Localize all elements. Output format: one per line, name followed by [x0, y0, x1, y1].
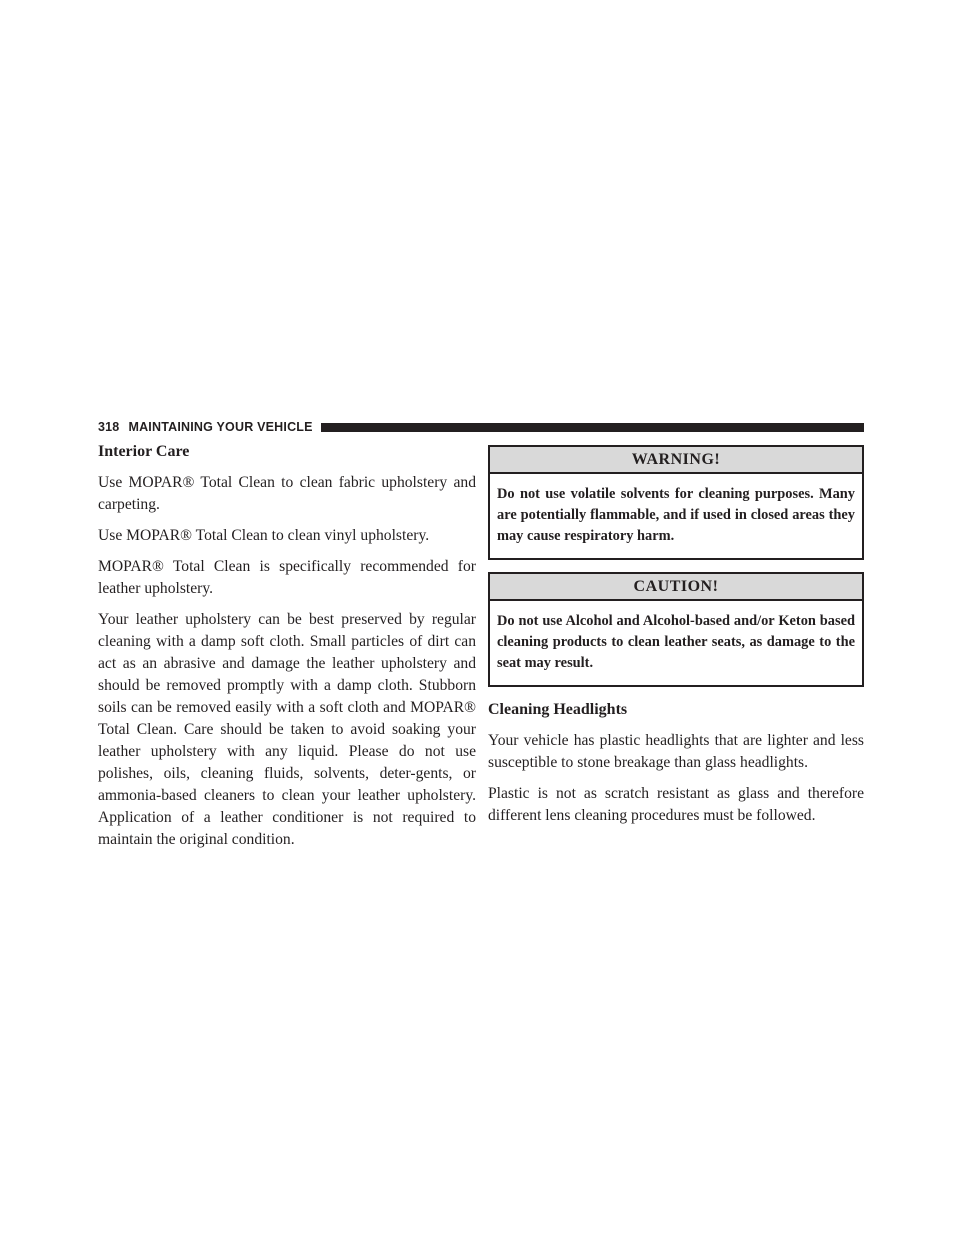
- paragraph-leather-recommend: MOPAR® Total Clean is specifically recommended for leather upholstery.: [98, 558, 476, 597]
- warning-box: [488, 445, 864, 560]
- warning-text: Do not use volatile solvents for cleaning purposes. Many are potentially flammable, and if used in closed areas they may cause respiratory harm.: [497, 486, 855, 544]
- page-header: [98, 419, 864, 435]
- interior-care-heading: Interior Care: [98, 443, 190, 460]
- paragraph-plastic-headlights: Your vehicle has plastic headlights that are lighter and less susceptible to stone breakage than glass headlights.: [488, 732, 864, 771]
- cleaning-headlights-heading: Cleaning Headlights: [488, 701, 628, 718]
- right-column: [488, 441, 864, 836]
- warning-title: WARNING!: [490, 447, 862, 474]
- caution-box: [488, 572, 864, 687]
- caution-text: Do not use Alcohol and Alcohol-based and/or Keton based cleaning products to clean leather seats, as damage to the seat may result.: [497, 613, 855, 671]
- header-rule: [321, 423, 864, 432]
- left-column: [98, 441, 476, 860]
- page-number: 318: [98, 420, 120, 434]
- caution-title: CAUTION!: [490, 574, 862, 601]
- paragraph-fabric: Use MOPAR® Total Clean to clean fabric upholstery and carpeting.: [98, 474, 476, 513]
- paragraph-leather-care: Your leather upholstery can be best preserved by regular cleaning with a damp soft cloth. Small particles of dirt can act as an abrasive and damage the leather upholstery and should be removed promptly with a damp cloth. Stubborn soils can be removed easily with a soft cloth and MOPAR® Total Clean. Care should be taken to avoid soaking your leather upholstery with any liquid. Please do not use polishes, oils, cleaning fluids, solvents, deter-gents, or ammonia-based cleaners to clean your leather upholstery. Application of a leather conditioner is not required to maintain the original condition.: [98, 611, 476, 848]
- paragraph-scratch-resistance: Plastic is not as scratch resistant as glass and therefore different lens cleaning procedures must be followed.: [488, 785, 864, 824]
- section-title: MAINTAINING YOUR VEHICLE: [128, 420, 313, 434]
- paragraph-vinyl: Use MOPAR® Total Clean to clean vinyl upholstery.: [98, 527, 430, 544]
